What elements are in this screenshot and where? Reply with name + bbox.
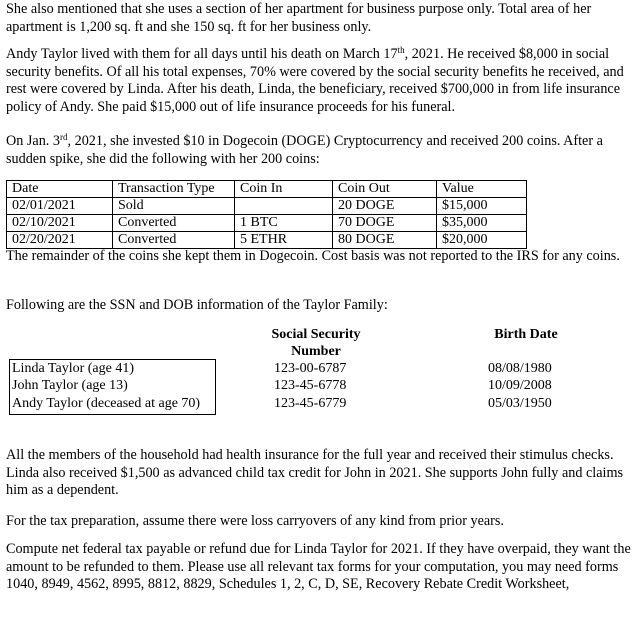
cell-date: 02/10/2021 — [7, 215, 113, 232]
dogecoin-paragraph — [6, 133, 631, 168]
cell-coin-out: 80 DOGE — [333, 232, 437, 249]
cell-transaction-type: Converted — [113, 232, 235, 249]
cell-date: 02/20/2021 — [7, 232, 113, 249]
cell-value: $20,000 — [437, 232, 527, 249]
header-value: Value — [437, 181, 527, 198]
cell-transaction-type: Converted — [113, 215, 235, 232]
cell-coin-in: 1 BTC — [235, 215, 333, 232]
health-insurance-paragraph: All the members of the household had health insurance for the full year and received their stimulus checks. Linda also received $1,500 as advanced child tax credit for John in 2021. She supports John fully and claims him as a dependent. — [6, 447, 624, 498]
member-dob: 05/03/1950 — [488, 396, 552, 411]
andy-text-start: Andy Taylor lived with them for all days until his death on March 17 — [6, 46, 398, 62]
cell-value: $35,000 — [437, 215, 527, 232]
doge-text-rest: , 2021, she invested $10 in Dogecoin (DOGE) Cryptocurrency and received 200 coins. After a sudden spike, she did the following with her 200 coins: — [6, 133, 603, 167]
instructions-paragraph: Compute net federal tax payable or refund due for Linda Taylor for 2021. If they have overpaid, they want the amount to be refunded to them. Please use all relevant tax forms for your computation, you may need forms 1040, 8949, 4562, 8995, 8812, 8829, Schedules 1, 2, C, D, SE, Recovery Rebate Credit Worksheet, — [6, 541, 631, 592]
doge-superscript: rd — [60, 132, 68, 142]
cell-value: $15,000 — [437, 198, 527, 215]
cell-coin-out: 70 DOGE — [333, 215, 437, 232]
andy-text-rest: , 2021. He received $8,000 in social security benefits. Of all his total expenses, 70% were covered by the social security benefits he received, and rest were covered by Linda. After his death, Linda, the beneficiary, received $700,000 in from life insurance policy of Andy. She paid $15,000 out of life insurance proceeds for his funeral. — [6, 46, 624, 115]
crypto-transactions-table — [6, 180, 527, 249]
header-transaction-type: Transaction Type — [113, 181, 235, 198]
crypto-header-row — [7, 181, 527, 198]
member-ssn: 123-00-6787 — [274, 361, 347, 376]
header-date: Date — [7, 181, 113, 198]
table-row — [7, 232, 527, 249]
header-coin-in: Coin In — [235, 181, 333, 198]
remainder-paragraph: The remainder of the coins she kept them in Dogecoin. Cost basis was not reported to the IRS for any coins. — [6, 248, 620, 264]
cell-coin-out: 20 DOGE — [333, 198, 437, 215]
member-ssn: 123-45-6778 — [274, 378, 347, 393]
member-dob: 08/08/1980 — [488, 361, 552, 376]
family-info-table — [6, 325, 632, 418]
member-ssn: 123-45-6779 — [274, 396, 347, 411]
member-dob: 10/09/2008 — [488, 378, 552, 393]
header-coin-out: Coin Out — [333, 181, 437, 198]
cell-coin-in — [235, 198, 333, 215]
table-row — [7, 198, 527, 215]
cell-coin-in: 5 ETHR — [235, 232, 333, 249]
cell-transaction-type: Sold — [113, 198, 235, 215]
ssn-header-line1: Social Security — [271, 327, 361, 342]
member-name: John Taylor (age 13) — [12, 378, 128, 393]
doge-text-start: On Jan. 3 — [6, 133, 60, 149]
dob-header: Birth Date — [494, 327, 558, 342]
cell-date: 02/01/2021 — [7, 198, 113, 215]
member-name: Andy Taylor (deceased at age 70) — [12, 396, 201, 411]
member-name: Linda Taylor (age 41) — [12, 361, 134, 376]
ssn-intro-paragraph: Following are the SSN and DOB information of the Taylor Family: — [6, 297, 388, 313]
business-use-paragraph: She also mentioned that she uses a section of her apartment for business purpose only. Total area of her apartment is 1,200 sq. ft and she 150 sq. ft for her business only. — [6, 1, 592, 35]
andy-taylor-paragraph — [6, 46, 631, 116]
loss-carryover-paragraph: For the tax preparation, assume there were loss carryovers of any kind from prior years. — [6, 513, 504, 529]
ssn-header-line2: Number — [291, 343, 341, 359]
ssn-header — [231, 327, 401, 360]
andy-superscript: th — [397, 45, 405, 55]
table-row — [7, 215, 527, 232]
